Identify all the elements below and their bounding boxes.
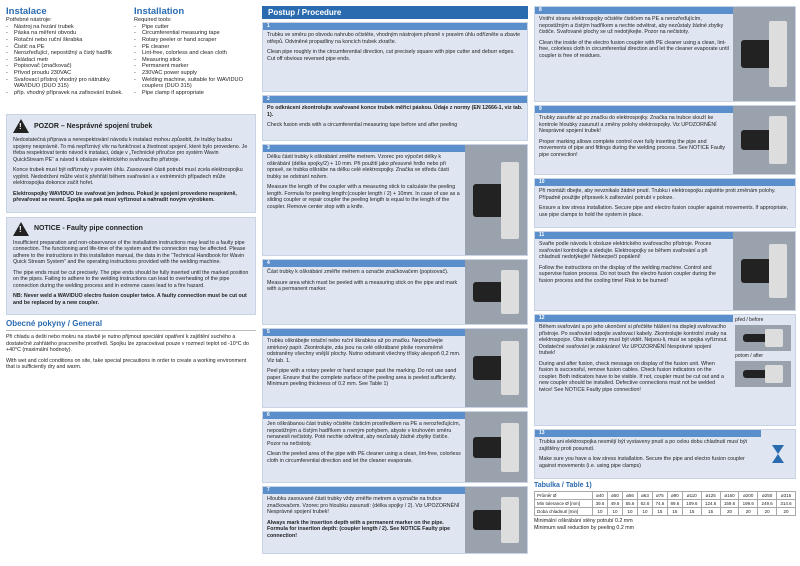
tool-item: - 230VAC power supply: [134, 70, 256, 77]
step-text-en: Clean pipe roughly in the circumferential direction, cut precisely square with pipe cutter and deburr edges. Cut off obvious reversed pipe ends.: [267, 49, 515, 62]
step-number: 12: [535, 315, 733, 322]
table-cell: 55.6: [622, 500, 637, 508]
warning-box-cz: [6, 114, 256, 213]
step-text-cz: Svařte podle návodu k obsluze elektrického svařovacího přístroje. Proces svařování kontrolujte a sledujte. Elektrospojky se během svařování a při chladnutí nedotýkejte! Nebezpečí popálení!: [539, 241, 712, 260]
warning-title-cz: POZOR – Nesprávné spojení trubek: [34, 122, 153, 130]
hourglass-icon: [767, 443, 789, 465]
warning-text: The pipe ends must be cut precisely. The pipe ends should be fully inserted until the marked position on the pipes. Failing to adhere to the welding instructions can lead to overheating of the pipe connection during the welding process and in extreme cases lead to a fire hazard.: [13, 269, 249, 289]
table-cell: 74.6: [652, 500, 667, 508]
table-cell: Doba chladnutí [min]: [535, 508, 593, 516]
table-cell: Min tolerance Ø [mm]: [535, 500, 593, 508]
table-row: [535, 492, 796, 500]
step-text-cz: Při montáži dbejte, aby nevznikalo žádné pnutí. Trubku i elektrospojku zajistěte proti změnám polohy. Případně použijte přípravek k zafixování potrubí v poloze.: [539, 188, 776, 201]
step-text-en: Check fusion ends with a circumferential measuring tape before and after peeling: [267, 122, 458, 128]
tool-item: - Svařovací přístroj vhodný pro nátrubky WAVIDUO (DUO 315): [6, 77, 128, 90]
step-card: [534, 178, 796, 228]
table-note-cz: Minimální oškrábání stěny potrubí 0.2 mm: [534, 518, 633, 524]
table-cell: 15: [682, 508, 701, 516]
table-row: [535, 500, 796, 508]
step-text-en: Peel pipe with a rotary peeler or hand scraper past the marking. Do not use sand paper. Ensure that the complete surface of the peeling area is peeled sufficiently. Minimum peeling thickness of 0.2 mm. See Table 1): [267, 368, 457, 387]
warning-text: Elektrospojky WAVIDUO lze svařovat jen jednou. Pokud je spojení provedeno nesprávně, převařovat se nesmí. Spojka se pak musí vyříznout a nahradit novým výrobkem.: [13, 190, 237, 204]
before-photo: [735, 325, 791, 351]
step-text-cz: Délku části trubky k oškrábání změřte metrem. Vzorec pro výpočet délky k oškrábání (délka spojky/2) + 10 mm. Při použití jako přesuvné hrdlo nebo při opravě, se trubka oškrábe na délku celé elektrospojky. Značka ve středu části trubky se odstraní nožem.: [267, 154, 449, 180]
general-text-en: With wet and cold conditions on site, take special precautions in order to create a working environment that is sufficiently dry and warm.: [6, 357, 247, 371]
step-photo: [465, 412, 527, 482]
tool-item: - Circumferential measuring tape: [134, 30, 256, 37]
warning-icon: [13, 119, 29, 133]
step-card: [534, 429, 796, 479]
tool-item: - Přívod proudu 230VAC: [6, 70, 128, 77]
table-cell: 39.6: [593, 500, 608, 508]
step-text-en: Clean the peeled area of the pipe with PE cleaner using a clean, lint-free, colorless cloth in circumferential direction and let the cleaner evaporate.: [267, 451, 461, 464]
table-cell: ø75: [652, 492, 667, 500]
table-cell: 10: [607, 508, 622, 516]
step-card: [262, 259, 528, 325]
table-cell: 10: [593, 508, 608, 516]
step-text-cz: Během svařování a po jeho ukončení si přečtěte hlášení na displeji svařovacího přístroje. Po svařování odpojte svařovací kabely. Zkontrolujte kontrolní znaky na elektrospojce. Oba indikátory musí být vidět. Nejsou-li, musí se spojka vyříznout. Dodatečné svařování je zakázáno! Viz UPOZORNĚNÍ Nesprávné spojení trubek!: [539, 324, 728, 356]
table-cell: 10: [637, 508, 652, 516]
step-number: 8: [535, 7, 733, 14]
tool-item: - Nerozřeďující, nepostižný a čistý hadřík: [6, 50, 128, 57]
step-text-en: Clean the inside of the electro fusion coupler with PE cleaner using a clean, lint-free, colorless cloth in circumferential direction and let the cleaner evaporate until coupler is free of residues.: [539, 39, 729, 59]
step-number: 4: [263, 260, 465, 267]
step-photo: [733, 232, 795, 310]
tool-item: - PE cleaner: [134, 44, 256, 51]
step-photo: [465, 260, 527, 324]
step-card: [262, 144, 528, 256]
tool-item: - Measuring stick: [134, 57, 256, 64]
step-card: [534, 6, 796, 102]
warning-title-en: NOTICE - Faulty pipe connection: [34, 225, 143, 233]
step-number: 10: [535, 179, 795, 186]
table-cell: ø315: [777, 492, 796, 500]
table-cell: 314.6: [777, 500, 796, 508]
tools-subtitle-en: Required tools:: [134, 17, 172, 23]
step-number: 9: [535, 106, 733, 113]
warning-icon: [13, 222, 29, 236]
step-text-en: Follow the instructions on the display of the welding machine. Control and supervise fusion process. Do not touch the electro fusion coupler during the fusion process and the cooling time! Risk to be burned!: [539, 264, 716, 284]
table-cell: ø125: [701, 492, 720, 500]
table-cell: 62.6: [637, 500, 652, 508]
table-cell: 20: [739, 508, 758, 516]
table-row: [535, 508, 796, 516]
table-cell: 49.6: [607, 500, 622, 508]
tool-item: - příp. vhodný přípravek na zafixování trubek.: [6, 90, 128, 97]
install-title-en: Installation: [134, 6, 185, 17]
table-cell: ø63: [637, 492, 652, 500]
tools-subtitle-cz: Potřebné nástroje:: [6, 17, 52, 23]
column-procedure: [262, 6, 528, 560]
table-cell: ø160: [720, 492, 739, 500]
tool-item: - Rotační nebo ruční škrabka: [6, 37, 128, 44]
table-cell: ø200: [739, 492, 758, 500]
step-photo: [465, 145, 527, 255]
table-note-en: Minimum wall reduction by peeling 0.2 mm: [534, 524, 635, 531]
table-cell: 15: [667, 508, 682, 516]
table-cell: ø50: [607, 492, 622, 500]
warning-box-en: [6, 217, 256, 316]
table-cell: 20: [777, 508, 796, 516]
table-cell: 89.6: [667, 500, 682, 508]
table-cell: 124.6: [701, 500, 720, 508]
step-number: 1: [263, 23, 527, 30]
tools-list-en: [134, 24, 256, 97]
tool-item: - Skládací metr: [6, 57, 128, 64]
install-title-cz: Instalace: [6, 6, 47, 17]
step-card: [262, 95, 528, 141]
warning-text: Nedostatečná příprava a nerespektování návodu k instalaci mohou způsobit, že trubky budou spojeny nesprávně. To má nepříznivý vliv na funkčnost a životnost spojení, které bylo provedeno. Je třeba respektovat tento návod k instalaci, údaje v „Technické příručce pro systém Wavin QuickStream PE“ a návod k obsluze elektrického svařovacího přístroje.: [13, 137, 248, 163]
step-text-en: Proper marking allows complete control over fully inserting the pipe and movements of pipe and fittings during the welding process. See NOTICE Faulty pipe connection!: [539, 138, 726, 158]
step-photo: [465, 329, 527, 407]
step-text-en: Ensure a low stress installation. Secure pipe and electro fusion coupler against movements. If appropriate, use pipe clamps to hold the system in place.: [539, 205, 789, 218]
step-text-cz: Trubky zasuňte až po značku do elektrospojky. Značka na trubce slouží ke kontrole hloubky zasunutí a změny polohy elektrospojky. Viz UPOZORNĚNÍ Nesprávné spojení trubek!: [539, 115, 717, 134]
step-text-cz: Trubku ve směru po obvodu nahrubo očistěte, vhodným nástrojem přesně v pravém úhlu odřízněte a zbavte otřepů. Odviněné propadliny na koncích trubek zkraťte.: [267, 32, 521, 45]
table-cell: 15: [701, 508, 720, 516]
tool-item: - Lint-free, colorless and clean cloth: [134, 50, 256, 57]
step-text-en: Always mark the insertion depth with a permanent marker on the pipe. Formula for insertion depth: (coupler length / 2). See NOTICE Faulty pipe connection!: [267, 519, 451, 539]
dimension-table: [534, 491, 796, 516]
step-photo: [733, 7, 795, 101]
tool-item: - Pipe clamp if appropriate: [134, 90, 256, 97]
step-text-cz: Jen oškrábanou část trubky očistěte čisticím prostředkem na PE a nerozřeďujícím, nepostižným a čistým hadříkem a rovným pohybem, abyste v kruhovém směru nenanesli nečistoty. Poté nechte odvětrat, aby nezůstaly žádné zbytky čističe. Pozor na nečistoty.: [267, 421, 461, 447]
step-text-cz: Vnitřní stranu elektrospojky očistěte čističem na PE a nerozřeďujícím, nepostižným a čistým hadříkem a nechte odvětrat, aby nezůstaly žádné zbytky čističe. Svařované plochy se už nedotýkejte. Pozor na nečistoty.: [539, 16, 724, 35]
step-card: [262, 328, 528, 408]
step-card: [262, 411, 528, 483]
procedure-title: Postup / Procedure: [262, 6, 528, 19]
general-text-cz: Při chladu a dešti nebo mokru na stavbě je nutno přijmout speciální opatření k zajištění suchého a dostatečně zahřátého pracovního prostředí. Spojku lze zpracovávat pouze v rozmezí teplot od -10°C do +40°C (maximální hodnoty).: [6, 334, 249, 354]
after-label: potom / after: [735, 353, 764, 359]
warning-text: Konce trubek musí být odříznuty v pravém úhlu. Zasouvané části potrubí musí zcela elektrospojku vyplnit. Nedodržení může vést k přehřátí během svařování a v extrémních případech může elektrospojka dokonce začít hořet.: [13, 167, 243, 187]
table-cell: 159.6: [720, 500, 739, 508]
step-text-cz: Hloubku zasouvané části trubky vždy změřte metrem a vyznačte na trubce značkovačem. Vzorec pro hloubku zasunutí: (délka spojky / 2). Viz UPOZORNĚNÍ Nesprávné spojení trubek!: [267, 496, 460, 515]
table-cell: ø250: [758, 492, 777, 500]
step-photo: [465, 487, 527, 553]
table-cell: 10: [622, 508, 637, 516]
step-number: 3: [263, 145, 465, 152]
step-photo: [733, 106, 795, 174]
table-cell: 199.6: [739, 500, 758, 508]
table-cell: 15: [652, 508, 667, 516]
step-number: 5: [263, 329, 465, 336]
step-text-cz: Trubka ani elektrospojka nesmějí být vystaveny pnutí a po celou dobu chladnutí musí být zajištěny proti posunutí.: [539, 439, 747, 452]
step-card: [534, 314, 796, 426]
table-cell: ø56: [622, 492, 637, 500]
step-text-cz: Trubku oškrábejte rotační nebo ruční škrabkou až po značku. Nepoužívejte smirkový papír. Zkontrolujte, zda jsou na celé oškrábané ploše rovnoměrně odstraněny všechny vnější plochy. Nutno odstranit všechny třísky alespoň 0,2 mm. Viz tab. 1.: [267, 338, 461, 364]
tool-item: - Páska na měření obvodu: [6, 30, 128, 37]
tool-item: - Nástroj na řezání trubek: [6, 24, 128, 31]
tool-item: - Popisovač (značkovač): [6, 63, 128, 70]
step-number: 13: [535, 430, 761, 437]
tools-section: [6, 6, 256, 96]
step-card: [534, 231, 796, 311]
table-title: Tabulka / Table 1): [534, 482, 592, 489]
step-number: 2: [263, 96, 527, 103]
step-text-cz: Po odkrácení zkontrolujte svařované konce trubek měřicí páskou. Údaje z normy (EN 12666-1, viz tab. 1).: [267, 105, 523, 118]
warning-text: NB: Never weld a WAVIDUO electro fusion coupler twice. A faulty connection must be cut out and be replaced by a new coupler.: [13, 293, 247, 306]
step-card: [262, 22, 528, 92]
tool-item: - Čistič na PE: [6, 44, 128, 51]
tool-item: - Permanent marker: [134, 63, 256, 70]
step-number: 11: [535, 232, 733, 239]
table-cell: 20: [758, 508, 777, 516]
tool-item: - Welding machine, suitable for WAVIDUO couplers (DUO 315): [134, 77, 256, 90]
table-cell: 109.6: [682, 500, 701, 508]
step-card: [262, 486, 528, 554]
step-text-en: Make sure you have a low stress installation. Secure the pipe and electro fusion coupler against movements (i.e. using pipe clamps): [539, 456, 745, 469]
table-cell: ø40: [593, 492, 608, 500]
table-cell: 20: [720, 508, 739, 516]
tool-item: - Pipe cutter: [134, 24, 256, 31]
step-text-cz: Část trubky k oškrábání změřte metrem a označte značkovačem (popisovač).: [267, 269, 449, 275]
warning-text: Insufficient preparation and non-observance of the installation instructions may lead to a faulty pipe connection. The functioning and life-time of the system and the connection may be affected. Please adhere to the instructions in this installation manual, the data in the “Technical Handbook for Wavin Quick Stream System” and the operating instructions provided with the welding machine.: [13, 239, 246, 266]
table-cell: 249.6: [758, 500, 777, 508]
after-photo: [735, 361, 791, 387]
tools-list-cz: [6, 24, 128, 97]
step-number: 6: [263, 412, 465, 419]
step-text-en: Measure area which must be peeled with a measuring stick on the pipe and mark with a permanent marker.: [267, 279, 458, 292]
table-cell: Průměr Ø: [535, 492, 593, 500]
before-label: před / before: [735, 317, 764, 323]
step-text-en: During and after fusion, check message on display of the fusion unit. When fusion is successful, remove fusion cables. Check fusion indicators on the coupler. Both indicators have to be visible. If not, coupler must be cut out and a new coupler should be installed. Defective connections must not be welded twice! See NOTICE Faulty pipe connection!: [539, 360, 724, 393]
table-cell: ø90: [667, 492, 682, 500]
tool-item: - Rotary peeler or hand scraper: [134, 37, 256, 44]
step-text-en: Measure the length of the coupler with a measuring stick to calculate the peeling length. Formula for peeling length:(coupler length / 2) + 10mm. In case of use as a sliding coupler or repair coupler the peeling length is equal to the length of the coupler. Remove center stop with a knife.: [267, 184, 460, 210]
general-title: Obecné pokyny / General: [6, 319, 256, 331]
step-number: 7: [263, 487, 465, 494]
step-card: [534, 105, 796, 175]
table-cell: ø110: [682, 492, 701, 500]
column-procedure-cont: [534, 6, 796, 560]
column-install: [6, 6, 256, 560]
